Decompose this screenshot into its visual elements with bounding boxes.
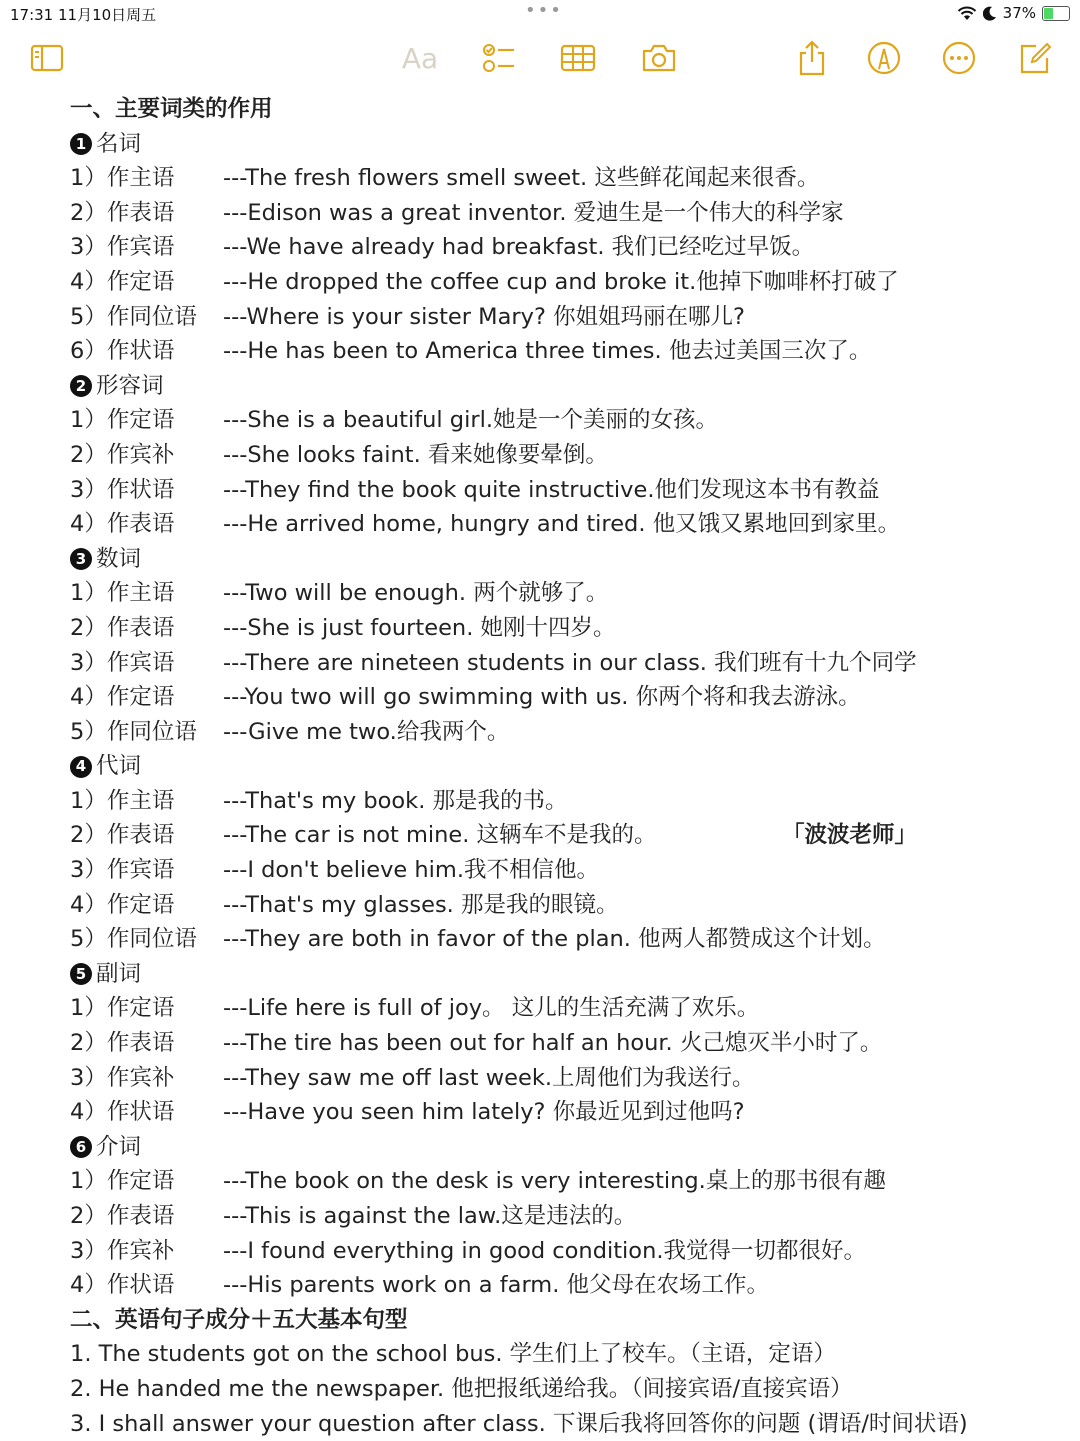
- usage-row: [70, 1095, 1060, 1130]
- example-sentence: ---He dropped the coffee cup and broke it.他掉下咖啡杯打破了: [223, 268, 899, 295]
- usage-row: [70, 265, 1060, 300]
- grammar-role: 2）作表语: [70, 1030, 175, 1057]
- section-title-1: 一、主要词类的作用: [70, 96, 273, 122]
- example-sentence: ---The tire has been out for half an hour. 火己熄灭半小时了。: [223, 1030, 883, 1057]
- example-sentence: ---She is just fourteen. 她刚十四岁。: [223, 614, 616, 641]
- category-heading: [70, 1130, 1060, 1165]
- moon-icon: [983, 6, 997, 21]
- category-heading: [70, 127, 1060, 162]
- author-tag: 「波波老师」: [782, 822, 918, 849]
- category-name: 形容词: [96, 372, 164, 399]
- usage-row: [70, 507, 1060, 542]
- grammar-role: 5）作同位语: [70, 718, 197, 745]
- usage-row: [70, 473, 1060, 508]
- example-sentence: ---Edison was a great inventor. 爱迪生是一个伟大的科学家: [223, 199, 844, 226]
- usage-row: [70, 403, 1060, 438]
- usage-row: [70, 888, 1060, 923]
- category-list: [70, 127, 1060, 1303]
- grammar-role: 2）作宾补: [70, 441, 175, 468]
- usage-row: [70, 230, 1060, 265]
- usage-row: [70, 1268, 1060, 1303]
- section-title-2: 二、英语句子成分＋五大基本句型: [70, 1306, 408, 1333]
- number-badge: 4: [70, 756, 92, 778]
- usage-row: [70, 196, 1060, 231]
- grammar-role: 3）作宾补: [70, 1237, 175, 1264]
- grammar-role: 1）作主语: [70, 165, 175, 192]
- usage-row: [70, 1164, 1060, 1199]
- format-button[interactable]: [398, 36, 442, 80]
- camera-icon: [640, 39, 678, 77]
- example-sentence: ---She is a beautiful girl.她是一个美丽的女孩。: [223, 407, 718, 434]
- grammar-role: 3）作宾语: [70, 857, 175, 884]
- multitask-dots[interactable]: •••: [525, 0, 563, 21]
- category-heading: [70, 957, 1060, 992]
- usage-row: [70, 300, 1060, 335]
- category-name: 代词: [96, 753, 142, 780]
- grammar-role: 5）作同位语: [70, 303, 197, 330]
- example-sentence: ---We have already had breakfast. 我们已经吃过早饭。: [223, 234, 815, 261]
- category-name: 数词: [96, 545, 142, 572]
- table-icon: [559, 39, 597, 77]
- example-sentence: ---This is against the law.这是违法的。: [223, 1203, 637, 1229]
- example-sentence: ---The fresh flowers smell sweet. 这些鲜花闻起来很香。: [223, 165, 820, 192]
- category-name: 介词: [96, 1133, 142, 1160]
- grammar-role: 1）作主语: [70, 787, 175, 814]
- usage-row: [70, 646, 1060, 681]
- example-sentence: ---Life here is full of joy。 这儿的生活充满了欢乐。: [223, 995, 760, 1022]
- usage-row: [70, 991, 1060, 1026]
- number-badge: 5: [70, 963, 92, 985]
- sidebar-icon: [28, 39, 66, 77]
- usage-row: [70, 438, 1060, 473]
- share-icon: [793, 39, 831, 77]
- category-heading: [70, 542, 1060, 577]
- status-right: [957, 4, 1070, 22]
- example-sentence: ---His parents work on a farm. 他父母在农场工作。: [223, 1272, 770, 1299]
- grammar-role: 1）作主语: [70, 580, 175, 607]
- compose-icon: [1016, 39, 1054, 77]
- usage-row: [70, 1234, 1060, 1269]
- grammar-role: 3）作状语: [70, 476, 175, 503]
- usage-row: [70, 922, 1060, 957]
- grammar-role: 4）作定语: [70, 891, 175, 918]
- usage-row: [70, 818, 1060, 853]
- category-heading: [70, 749, 1060, 784]
- example-sentence: ---They saw me off last week.上周他们为我送行。: [223, 1064, 755, 1091]
- grammar-role: 1）作定语: [70, 1168, 175, 1195]
- sentence-list: [70, 1337, 1060, 1441]
- example-sentence-numbered: 2. He handed me the newspaper. 他把报纸递给我。（间接宾语/直接宾语）: [70, 1375, 853, 1402]
- table-button[interactable]: [556, 36, 600, 80]
- category-name: 名词: [96, 130, 142, 157]
- example-sentence: ---I don't believe him.我不相信他。: [223, 857, 599, 884]
- compose-button[interactable]: [1013, 36, 1057, 80]
- wifi-icon: [957, 6, 977, 21]
- grammar-role: 4）作表语: [70, 511, 175, 538]
- example-sentence: ---That's my glasses. 那是我的眼镜。: [223, 891, 619, 918]
- example-sentence: ---You two will go swimming with us. 你两个将和我去游泳。: [223, 684, 861, 711]
- number-badge: 6: [70, 1136, 92, 1158]
- ellipsis-icon: [940, 39, 978, 77]
- example-sentence: ---They are both in favor of the plan. 他两人都赞成这个计划。: [223, 926, 886, 953]
- usage-row: [70, 1026, 1060, 1061]
- number-badge: 3: [70, 548, 92, 570]
- number-badge: 1: [70, 133, 92, 155]
- example-sentence: ---The book on the desk is very interesting.桌上的那书很有趣: [223, 1168, 886, 1195]
- example-sentence: ---She looks faint. 看来她像要晕倒。: [223, 441, 608, 468]
- category-heading: [70, 369, 1060, 404]
- usage-row: [70, 1061, 1060, 1096]
- example-sentence: ---He arrived home, hungry and tired. 他又饿又累地回到家里。: [223, 511, 901, 538]
- usage-row: [70, 853, 1060, 888]
- usage-row: [70, 715, 1060, 750]
- grammar-role: 2）作表语: [70, 199, 175, 226]
- grammar-role: 2）作表语: [70, 614, 175, 641]
- grammar-role: 3）作宾补: [70, 1064, 175, 1091]
- grammar-role: 6）作状语: [70, 338, 175, 365]
- checklist-button[interactable]: [477, 36, 521, 80]
- grammar-role: 1）作定语: [70, 407, 175, 434]
- example-sentence: ---The car is not mine. 这辆车不是我的。: [223, 822, 657, 849]
- markup-button[interactable]: [862, 36, 906, 80]
- battery-icon: [1042, 6, 1070, 21]
- camera-button[interactable]: [637, 36, 681, 80]
- battery-percent: 37%: [1002, 4, 1036, 22]
- usage-row: [70, 1199, 1060, 1234]
- example-sentence: ---That's my book. 那是我的书。: [223, 787, 568, 814]
- usage-row: [70, 576, 1060, 611]
- category-name: 副词: [96, 960, 142, 987]
- example-sentence-numbered: 1. The students got on the school bus. 学生们上了校车。（主语，定语）: [70, 1341, 836, 1368]
- grammar-role: 4）作定语: [70, 268, 175, 295]
- grammar-role: 3）作宾语: [70, 649, 175, 676]
- example-sentence: ---They find the book quite instructive.他们发现这本书有教益: [223, 476, 880, 503]
- example-sentence: ---Give me two.给我两个。: [223, 718, 510, 745]
- status-bar: [0, 0, 1080, 28]
- grammar-role: 3）作宾语: [70, 234, 175, 261]
- example-sentence: ---He has been to America three times. 他去过美国三次了。: [223, 338, 872, 365]
- grammar-role: 4）作定语: [70, 684, 175, 711]
- share-button[interactable]: [790, 36, 834, 80]
- notes-toolbar: [0, 36, 1080, 86]
- grammar-role: 4）作状语: [70, 1272, 175, 1299]
- example-sentence-numbered: 3. I shall answer your question after class. 下课后我将回答你的问题 (谓语/时间状语): [70, 1410, 968, 1437]
- example-sentence: ---Two will be enough. 两个就够了。: [223, 580, 609, 607]
- number-badge: 2: [70, 375, 92, 397]
- usage-row: [70, 680, 1060, 715]
- usage-row: [70, 161, 1060, 196]
- grammar-role: 2）作表语: [70, 822, 175, 849]
- note-body[interactable]: [70, 92, 1060, 1441]
- usage-row: [70, 784, 1060, 819]
- markup-pen-icon: [865, 39, 903, 77]
- example-sentence: ---I found everything in good condition.我觉得一切都很好。: [223, 1237, 866, 1264]
- usage-row: [70, 334, 1060, 369]
- checklist-icon: [480, 39, 518, 77]
- usage-row: [70, 611, 1060, 646]
- format-aa-label: Aa: [401, 41, 439, 75]
- grammar-role: 2）作表语: [70, 1203, 175, 1229]
- more-button[interactable]: [937, 36, 981, 80]
- example-sentence: ---Have you seen him lately? 你最近见到过他吗?: [223, 1099, 745, 1126]
- example-sentence: ---Where is your sister Mary? 你姐姐玛丽在哪儿?: [223, 303, 745, 330]
- time-date: 17:31 11月10日周五: [10, 6, 157, 24]
- grammar-role: 5）作同位语: [70, 926, 197, 953]
- example-sentence: ---There are nineteen students in our class. 我们班有十九个同学: [223, 649, 917, 676]
- grammar-role: 1）作定语: [70, 995, 175, 1022]
- grammar-role: 4）作状语: [70, 1099, 175, 1126]
- sidebar-toggle-button[interactable]: [25, 36, 69, 80]
